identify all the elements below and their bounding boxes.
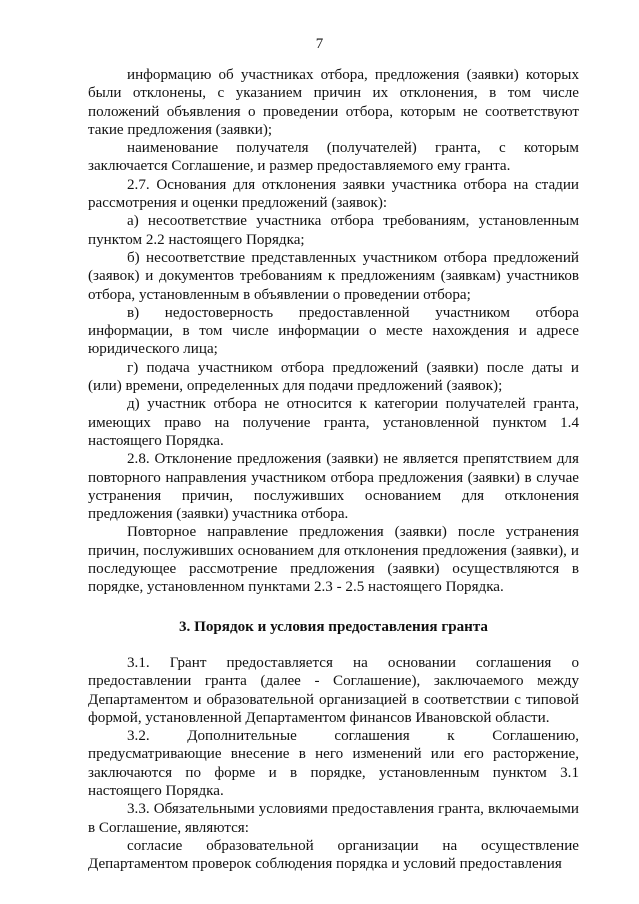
paragraph-grant-recipient-name: наименование получателя (получателей) гранта, с которым заключается Соглашение, и размер предоставляемого ему гранта.	[88, 140, 579, 175]
paragraph-3-1: 3.1. Грант предоставляется на основании соглашения о предоставлении гранта (далее - Соглашение), заключаемого между Департаментом и образовательной организацией в соответствии с типовой формой, установленной Департаментом финансов Ивановской области.	[88, 654, 579, 726]
paragraph-3-3: 3.3. Обязательными условиями предоставления гранта, включаемыми в Соглашение, являются:	[88, 801, 579, 836]
paragraph-2-7-a: а) несоответствие участника отбора требованиям, установленным пунктом 2.2 настоящего Порядка;	[88, 213, 579, 248]
paragraph-rejected-participants-info: информацию об участниках отбора, предложения (заявки) которых были отклонены, с указанием причин их отклонения, в том числе положений объявления о проведении отбора, которым не соответствуют такие предложения (заявки);	[88, 67, 579, 138]
paragraph-2-7: 2.7. Основания для отклонения заявки участника отбора на стадии рассмотрения и оценки предложений (заявок):	[88, 176, 579, 212]
page-body	[88, 66, 579, 873]
paragraph-3-2: 3.2. Дополнительные соглашения к Соглашению, предусматривающие внесение в него изменений или его расторжение, заключаются по форме и в порядке, установленным пунктом 3.1 настоящего Порядка.	[88, 728, 579, 799]
paragraph-2-7-v: в) недостоверность предоставленной участником отбора информации, в том числе информации о месте нахождения и адресе юридического лица;	[88, 304, 579, 358]
page-number: 7	[315, 36, 324, 52]
paragraph-resubmission: Повторное направление предложения (заявки) после устранения причин, послуживших основанием для отклонения предложения (заявки), и последующее рассмотрение предложения (заявки) осуществляются в порядке, установленном пунктами 2.3 - 2.5 настоящего Порядка.	[88, 524, 579, 596]
section-3-heading: 3. Порядок и условия предоставления гранта	[179, 618, 488, 635]
paragraph-2-8: 2.8. Отклонение предложения (заявки) не является препятствием для повторного направления участником отбора предложения (заявки) в случае устранения причин, послуживших основанием для отклонения предложения (заявки) участника отбора.	[88, 451, 579, 523]
paragraph-2-7-b: б) несоответствие представленных участником отбора предложений (заявок) и документов требованиям к предложениям (заявкам) участников отбора, установленным в объявлении о проведении отбора;	[88, 249, 579, 303]
paragraph-2-7-g: г) подача участником отбора предложений (заявки) после даты и (или) времени, определенных для подачи предложений (заявок);	[88, 359, 579, 395]
paragraph-consent-to-inspections: согласие образовательной организации на осуществление Департаментом проверок соблюдения порядка и условий предоставления	[88, 837, 579, 873]
paragraph-2-7-d: д) участник отбора не относится к категории получателей гранта, имеющих право на получение гранта, установленной пунктом 1.4 настоящего Порядка.	[88, 396, 579, 449]
